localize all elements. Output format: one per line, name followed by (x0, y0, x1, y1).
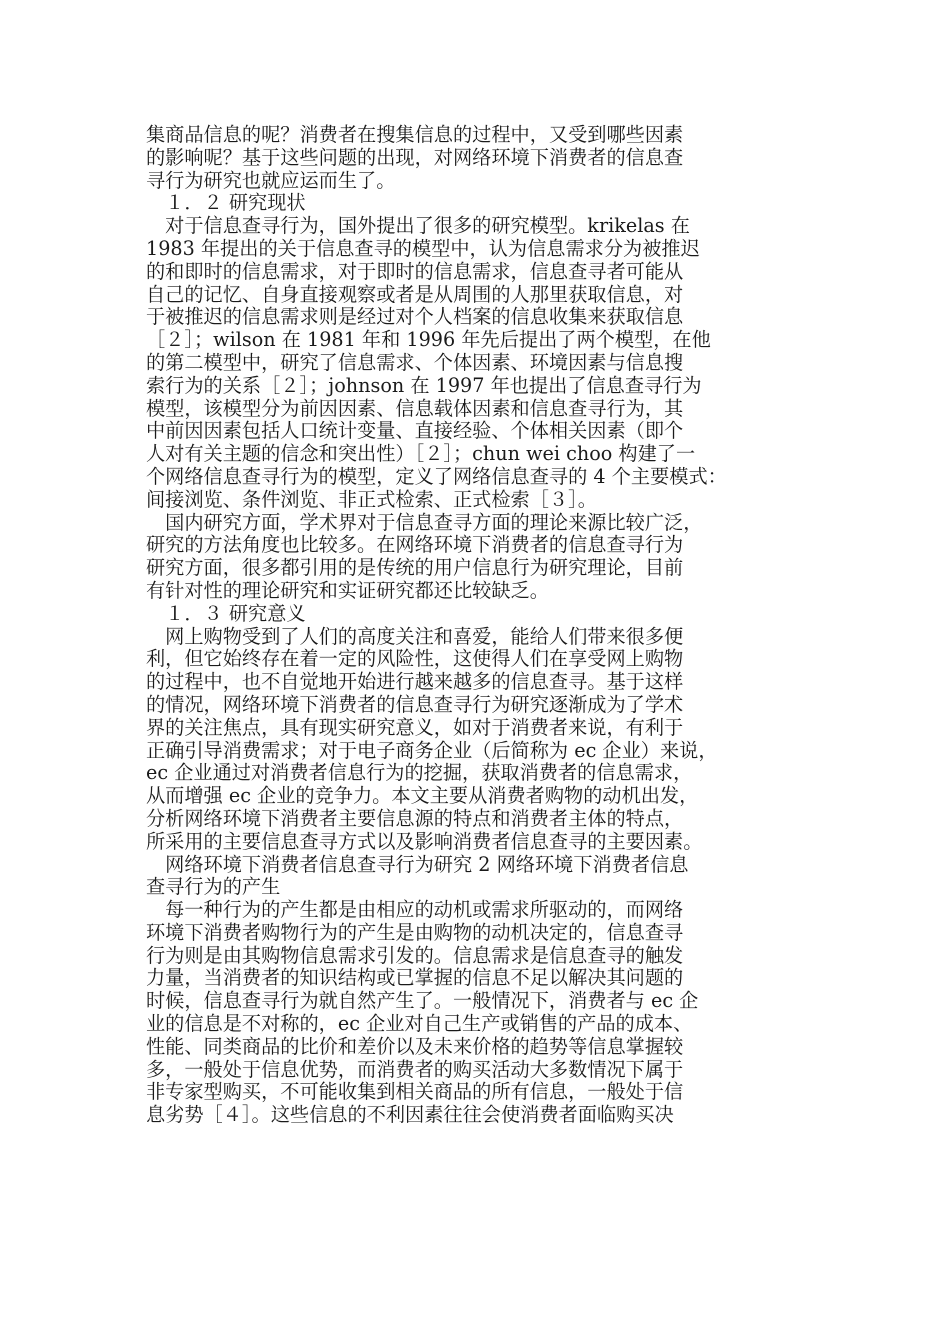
text-line: 的第二模型中，研究了信息需求、个体因素、环境因素与信息搜 (146, 350, 684, 374)
text-line: 国内研究方面，学术界对于信息查寻方面的理论来源比较广泛， (146, 510, 703, 534)
text-line: 于被推迟的信息需求则是经过对个人档案的信息收集来获取信息 (146, 305, 684, 329)
text-line: 力量，当消费者的知识结构或已掌握的信息不足以解决其问题的 (146, 966, 684, 990)
text-line: 从而增强 ec 企业的竞争力。本文主要从消费者购物的动机出发， (146, 784, 699, 808)
section-heading: １．２ 研究现状 (146, 191, 306, 215)
text-line: 多，一般处于信息优势，而消费者的购买活动大多数情况下属于 (146, 1057, 684, 1081)
text-line: 行为则是由其购物信息需求引发的。信息需求是信息查寻的触发 (146, 943, 684, 967)
text-line: 时候，信息查寻行为就自然产生了。一般情况下，消费者与 ec 企 (146, 989, 699, 1013)
text-line: 的情况，网络环境下消费者的信息查寻行为研究逐渐成为了学术 (146, 692, 684, 716)
text-line: 寻行为研究也就应运而生了。 (146, 168, 396, 192)
text-line: 网上购物受到了人们的高度关注和喜爱，能给人们带来很多便 (146, 624, 684, 648)
text-line: 的过程中，也不自觉地开始进行越来越多的信息查寻。基于这样 (146, 670, 684, 694)
text-line: 索行为的关系［２］；johnson 在 1997 年也提出了信息查寻行为 (146, 373, 702, 397)
text-line: 环境下消费者购物行为的产生是由购物的动机决定的，信息查寻 (146, 920, 684, 944)
text-line: 自己的记忆、自身直接观察或者是从周围的人那里获取信息，对 (146, 282, 684, 306)
text-line: 查寻行为的产生 (146, 875, 281, 899)
text-line: 中前因因素包括人口统计变量、直接经验、个体相关因素（即个 (146, 419, 684, 443)
text-line: 性能、同类商品的比价和差价以及未来价格的趋势等信息掌握较 (146, 1034, 684, 1058)
document-page (146, 124, 806, 1127)
text-line: 分析网络环境下消费者主要信息源的特点和消费者主体的特点， (146, 806, 684, 830)
text-line: ［２］；wilson 在 1981 年和 1996 年先后提出了两个模型，在他 (146, 328, 711, 352)
text-line: ec 企业通过对消费者信息行为的挖掘，获取消费者的信息需求， (146, 761, 693, 785)
text-line: 1983 年提出的关于信息查寻的模型中，认为信息需求分为被推迟 (146, 236, 700, 260)
text-line: 间接浏览、条件浏览、非正式检索、正式检索［３］。 (146, 487, 597, 511)
text-line: 业的信息是不对称的，ec 企业对自己生产或销售的产品的成本、 (146, 1012, 693, 1036)
text-line: 非专家型购买，不可能收集到相关商品的所有信息，一般处于信 (146, 1080, 684, 1104)
text-line: 界的关注焦点，具有现实研究意义，如对于消费者来说，有利于 (146, 715, 684, 739)
text-line: 的和即时的信息需求，对于即时的信息需求，信息查寻者可能从 (146, 259, 684, 283)
text-line: 对于信息查寻行为，国外提出了很多的研究模型。krikelas 在 (146, 214, 690, 238)
text-line: 集商品信息的呢？消费者在搜集信息的过程中，又受到哪些因素 (146, 123, 684, 146)
section-heading: １．３ 研究意义 (146, 601, 306, 625)
text-line: 息劣势［４］。这些信息的不利因素往往会使消费者面临购买决 (146, 1103, 674, 1127)
text-line: 个网络信息查寻行为的模型，定义了网络信息查寻的 4 个主要模式： (146, 464, 727, 488)
text-line: 所采用的主要信息查寻方式以及影响消费者信息查寻的主要因素。 (146, 829, 703, 853)
text-line: 利，但它始终存在着一定的风险性，这使得人们在享受网上购物 (146, 647, 684, 671)
text-line: 研究的方法角度也比较多。在网络环境下消费者的信息查寻行为 (146, 533, 684, 557)
text-line: 有针对性的理论研究和实证研究都还比较缺乏。 (146, 578, 549, 602)
text-line: 正确引导消费需求；对于电子商务企业（后简称为 ec 企业）来说， (146, 738, 718, 762)
text-line: 研究方面，很多都引用的是传统的用户信息行为研究理论，目前 (146, 556, 684, 580)
text-line: 每一种行为的产生都是由相应的动机或需求所驱动的，而网络 (146, 898, 684, 922)
text-line: 人对有关主题的信念和突出性）［２］；chun wei choo 构建了一 (146, 442, 696, 466)
text-line: 模型，该模型分为前因因素、信息载体因素和信息查寻行为，其 (146, 396, 684, 420)
text-line: 的影响呢？基于这些问题的出现，对网络环境下消费者的信息查 (146, 145, 684, 169)
text-line: 网络环境下消费者信息查寻行为研究 2 网络环境下消费者信息 (146, 852, 689, 876)
